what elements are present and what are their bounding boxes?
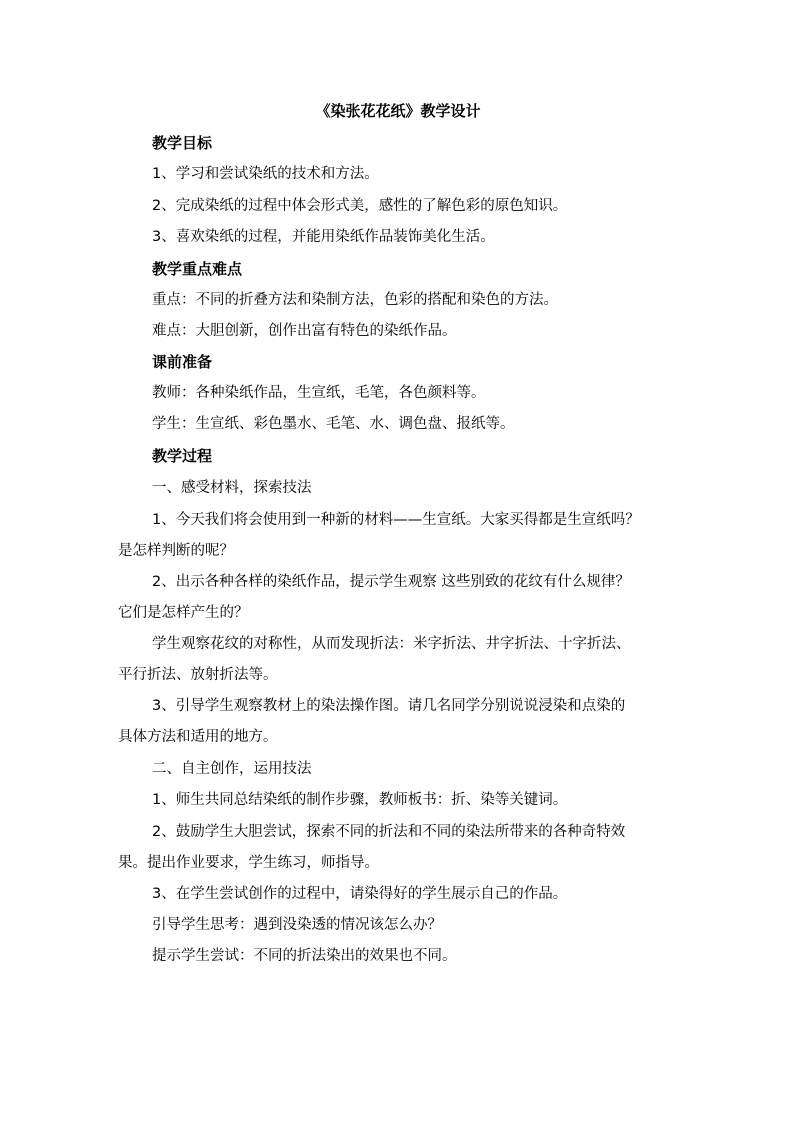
paragraph-line: 一、感受材料，探索技法 — [152, 480, 312, 496]
paragraph-line: 它们是怎样产生的？ — [118, 605, 249, 621]
document-title: 《染张花花纸》教学设计 — [315, 102, 481, 120]
section-heading-key-points: 教学重点难点 — [152, 260, 243, 278]
paragraph-line: 3、在学生尝试创作的过程中，请染得好的学生展示自己的作品。 — [152, 886, 568, 902]
paragraph-line: 具体方法和适用的地方。 — [118, 729, 278, 745]
paragraph-line: 2、完成染纸的过程中体会形式美，感性的了解色彩的原色知识。 — [152, 198, 568, 214]
section-heading-goals: 教学目标 — [152, 134, 213, 152]
section-heading-process: 教学过程 — [152, 447, 213, 465]
paragraph-line: 1、师生共同总结染纸的制作步骤，教师板书：折、染等关键词。 — [152, 792, 568, 808]
paragraph-line: 学生观察花纹的对称性，从而发现折法：米字折法、井字折法、十字折法、 — [152, 636, 631, 652]
paragraph-line: 难点：大胆创新，创作出富有特色的染纸作品。 — [152, 323, 457, 339]
paragraph-line: 提示学生尝试：不同的折法染出的效果也不同。 — [152, 948, 457, 964]
paragraph-line: 2、出示各种各样的染纸作品，提示学生观察 这些别致的花纹有什么规律？ — [152, 574, 630, 590]
paragraph-line: 引导学生思考：遇到没染透的情况该怎么办？ — [152, 917, 442, 933]
paragraph-line: 1、学习和尝试染纸的技术和方法。 — [152, 166, 379, 182]
paragraph-line: 3、引导学生观察教材上的染法操作图。请几名同学分别说说浸染和点染的 — [152, 698, 626, 714]
paragraph-line: 教师：各种染纸作品，生宣纸，毛笔，各色颜料等。 — [152, 385, 486, 401]
section-heading-preparation: 课前准备 — [152, 353, 213, 371]
paragraph-line: 是怎样判断的呢？ — [118, 543, 234, 559]
paragraph-line: 重点：不同的折叠方法和染制方法，色彩的搭配和染色的方法。 — [152, 292, 558, 308]
paragraph-line: 2、鼓励学生大胆尝试，探索不同的折法和不同的染法所带来的各种奇特效 — [152, 824, 626, 840]
paragraph-line: 二、自主创作，运用技法 — [152, 761, 312, 777]
paragraph-line: 1、今天我们将会使用到一种新的材料——生宣纸。大家买得都是生宣纸吗？ — [152, 512, 640, 528]
paragraph-line: 学生：生宣纸、彩色墨水、毛笔、水、调色盘、报纸等。 — [152, 416, 515, 432]
paragraph-line: 果。提出作业要求，学生练习，师指导。 — [118, 855, 379, 871]
paragraph-line: 平行折法、放射折法等。 — [118, 667, 278, 683]
paragraph-line: 3、喜欢染纸的过程，并能用染纸作品装饰美化生活。 — [152, 229, 495, 245]
